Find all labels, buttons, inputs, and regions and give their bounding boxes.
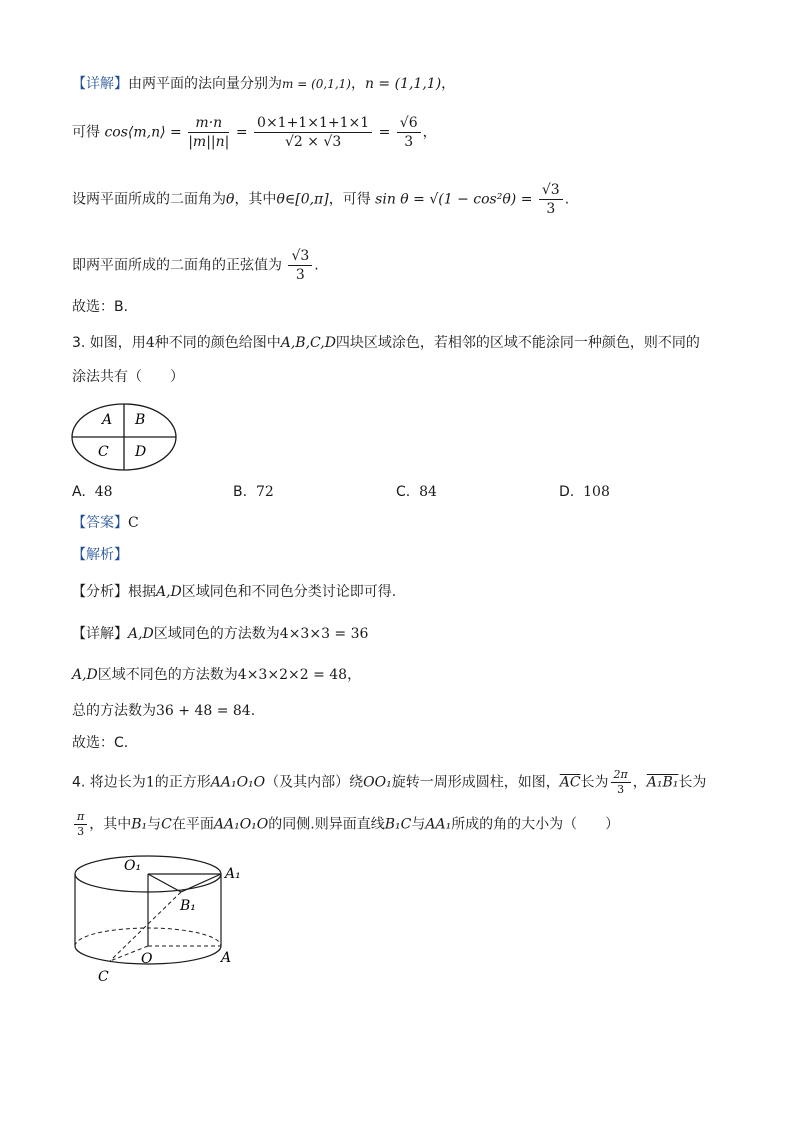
line-end: ，	[441, 76, 456, 92]
option-d[interactable]: D. 108	[559, 484, 610, 500]
label-a: A	[221, 950, 232, 966]
cos-prefix: 可得	[72, 124, 100, 141]
label-b1: B₁	[180, 898, 196, 914]
detail-line-normals	[72, 74, 455, 94]
fraction-result: $\frac{√6}{3}$	[397, 114, 421, 151]
cos-lhs: cos⟨m,n⟩ =	[104, 124, 182, 141]
region-label-b: B	[135, 412, 146, 428]
q3-stem-line1: 3. 如图，用4种不同的颜色给图中A,B,C,D四块区域涂色，若相邻的区域不能涂同一种颜色，则不同的	[72, 335, 700, 351]
q3-stem-line2: 涂法共有（ ）	[72, 369, 184, 385]
fraction-sqrt3-over-3: $\frac{√3}{3}$	[539, 181, 563, 218]
option-b[interactable]: B. 72	[233, 484, 274, 500]
q3-analysis-tag: 【解析】	[72, 547, 128, 563]
vector-n: n = (1,1,1)	[364, 76, 442, 92]
segment-a1b1	[181, 874, 221, 892]
q3-ellipse-figure	[70, 402, 180, 474]
q3-detail-diff: A,D区域不同色的方法数为4×3×2×2 = 48，	[72, 667, 362, 683]
fraction-computation: $\frac{0\times 1+1\times 1+1\times 1}{√2 \times √3}$	[254, 114, 372, 151]
segment-o1b1	[148, 874, 181, 892]
answer-line-q2: 故选：B.	[72, 299, 129, 315]
sin-expression: sin θ = √(1 − cos²θ) =	[375, 191, 533, 208]
fraction-sine-value: $\frac{√3}{3}$	[288, 247, 312, 284]
q4-stem-line1: 4. 将边长为1的正方形AA₁O₁O（及其内部）绕OO₁旋转一周形成圆柱，如图，$\overline{AC}$长为 $\frac{2\pi}{3}$ ，A₁B₁长为	[72, 768, 707, 796]
q4-cylinder-figure	[68, 846, 268, 986]
cos-formula-line: 可得 cos⟨m,n⟩ = $\frac{m\cdot n}{|m||n|}$ = $\frac{0\times 1+1\times 1+1\times 1}{√2 \times √3}$ = $\frac{√6}{3}$ ，	[72, 115, 437, 150]
label-o1: O₁	[124, 858, 142, 874]
region-label-d: D	[135, 444, 147, 460]
q3-detail-total: 总的方法数为36 + 48 = 84.	[72, 703, 256, 719]
q3-answer-line: 【答案】C	[72, 515, 139, 531]
q3-detail-same: 【详解】A,D区域同色的方法数为4×3×3 = 36	[72, 626, 369, 642]
fraction-dot-over-norms: $\frac{m\cdot n}{|m||n|}$	[188, 115, 230, 150]
separator: ，	[350, 76, 365, 92]
q4-stem-line2: $\frac{\pi}{3}$ ，其中B₁与C在平面AA₁O₁O的同侧.则异面直线B₁C与AA₁所成的角的大小为（ ）	[72, 810, 619, 839]
detail-text: 由两平面的法向量分别为	[128, 76, 282, 92]
detail-tag: 【详解】	[72, 76, 128, 92]
q3-fenxi-line: 【分析】根据A,D区域同色和不同色分类讨论即可得.	[72, 584, 397, 600]
sine-value-line: 即两平面所成的二面角的正弦值为 $\frac{√3}{3}$ .	[72, 248, 319, 283]
label-c: C	[98, 969, 109, 985]
q3-final-answer: 故选：C.	[72, 735, 129, 751]
arc-a1b1-length: $\frac{\pi}{3}$	[74, 810, 87, 839]
option-a[interactable]: A. 48	[72, 484, 113, 500]
arc-ac-length: $\frac{2\pi}{3}$	[611, 768, 631, 797]
vector-m: m = (0,1,1)	[282, 77, 351, 91]
label-o: O	[141, 951, 153, 967]
label-a1: A₁	[225, 866, 241, 882]
region-label-c: C	[98, 444, 109, 460]
region-label-a: A	[102, 412, 113, 428]
sin-formula-line: 设两平面所成的二面角为θ，其中θ∈[0,π]，可得 sin θ = √(1 − cos²θ) = $\frac{√3}{3}$ .	[72, 182, 570, 217]
option-c[interactable]: C. 84	[396, 484, 437, 500]
